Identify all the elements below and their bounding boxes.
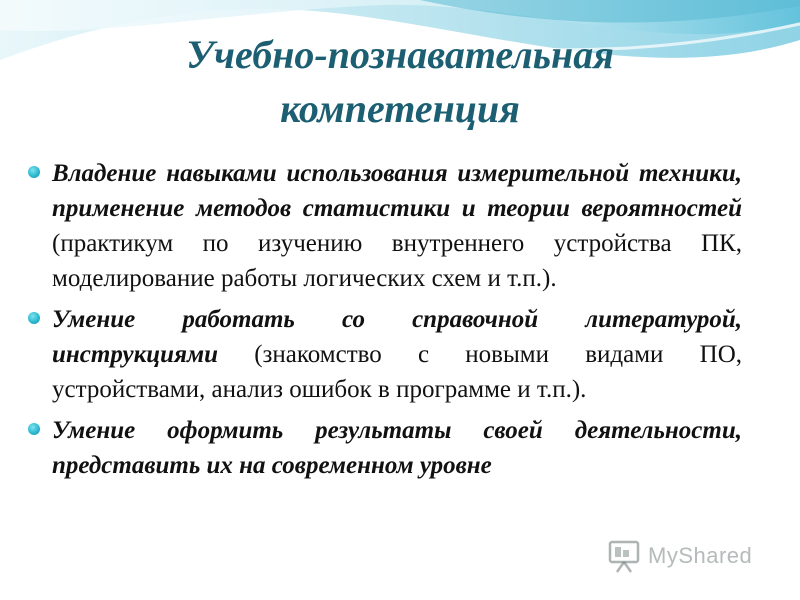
bullet-detail: (знакомство с новыми видами ПО, устройствами, анализ ошибок в программе и т.п.). (52, 341, 742, 403)
bullet-emphasis: Владение навыками использования измерительной техники, применение методов статистики и теории вероятностей (52, 160, 742, 222)
bullet-dot-icon (28, 423, 40, 435)
bullet-emphasis: Умение оформить результаты своей деятельности, представить их на современном уровне (52, 417, 742, 479)
watermark-text: MyShared (648, 543, 753, 568)
title-line-1: Учебно-познавательная (186, 32, 614, 77)
slide-title (60, 28, 740, 136)
watermark (606, 536, 776, 576)
bullet-detail: (практикум по изучению внутреннего устройства ПК, моделирование работы логических схем и т.п.). (52, 230, 742, 292)
bullet-item (22, 413, 742, 483)
bullet-dot-icon (28, 166, 40, 178)
bullet-text (52, 156, 742, 296)
title-line-2: компетенция (280, 86, 520, 131)
presentation-board-icon (606, 538, 642, 574)
bullet-dot-icon (28, 312, 40, 324)
bullet-item (22, 156, 742, 296)
bullet-item (22, 302, 742, 407)
bullet-emphasis: Умение работать со справочной литературой, инструкциями (52, 306, 742, 368)
bullet-text (52, 413, 742, 483)
bullet-text (52, 302, 742, 407)
bullet-list (22, 156, 742, 489)
